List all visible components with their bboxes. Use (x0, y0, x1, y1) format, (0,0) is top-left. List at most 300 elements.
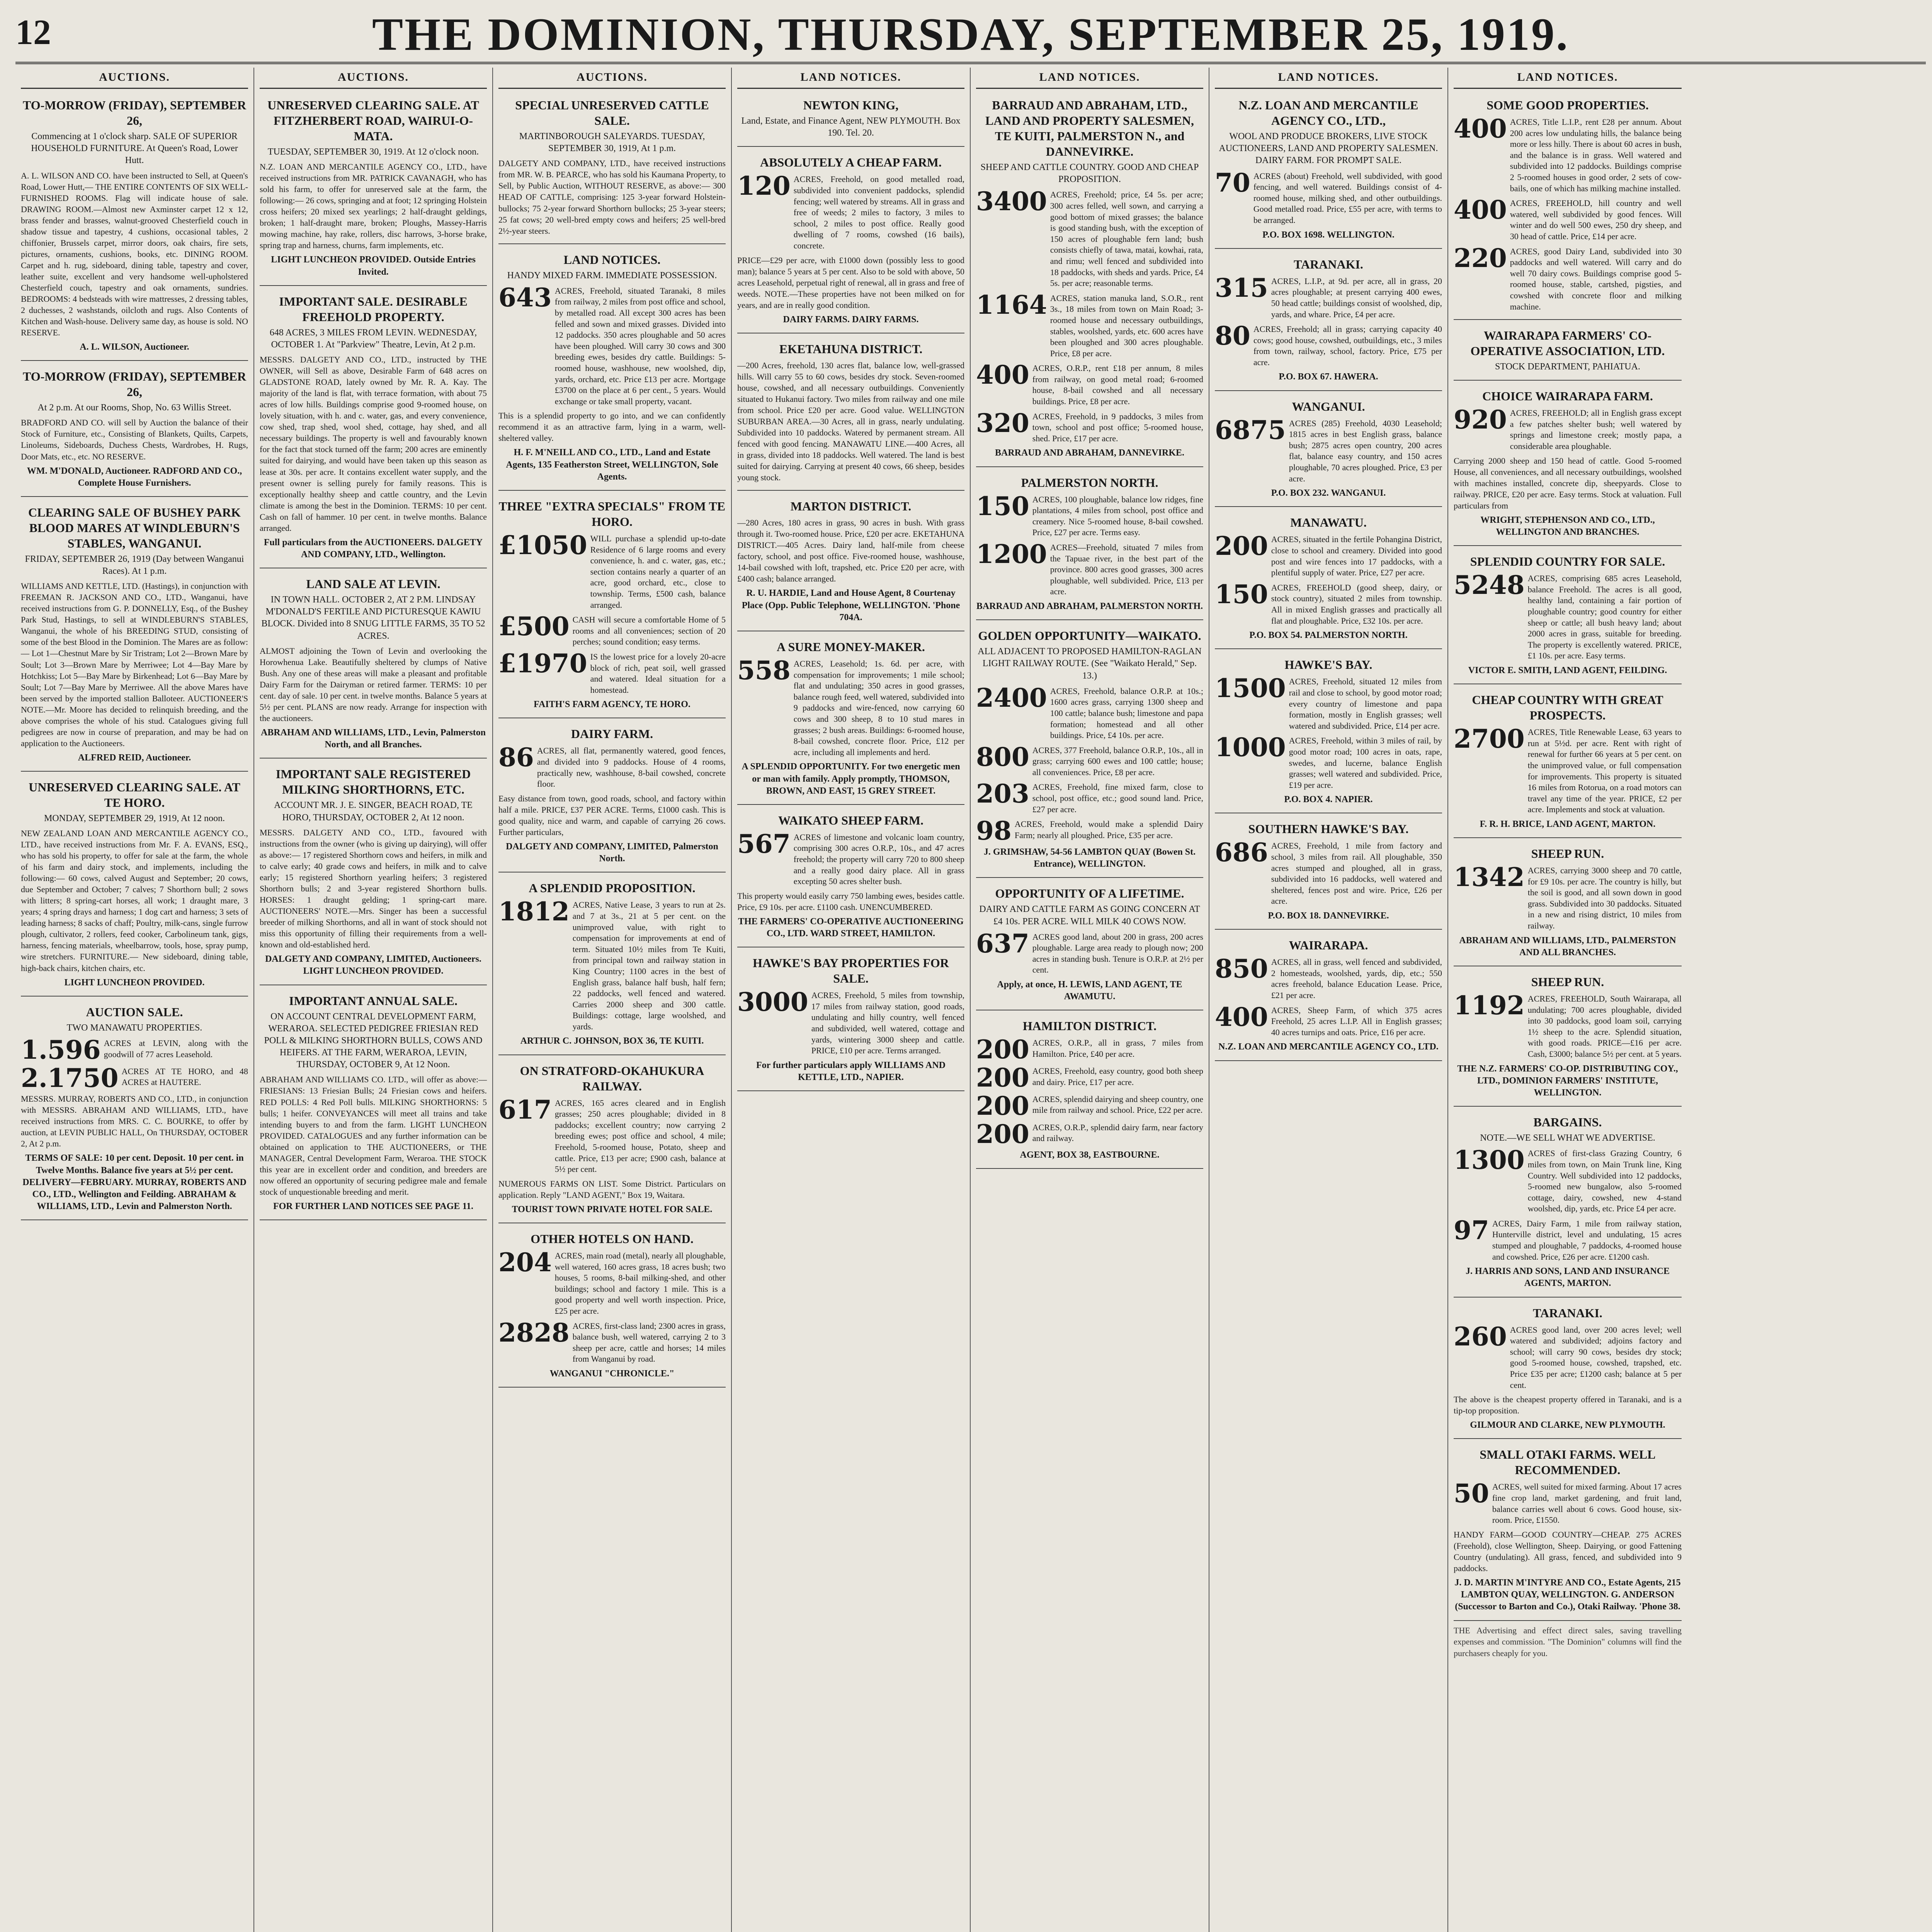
advertisement (1454, 970, 1682, 1107)
ad-body: ABRAHAM AND WILLIAMS CO. LTD., will offer as above:— FRIESIANS: 13 Friesian Bulls; 24 Friesian cows and heifers. RED POLLS: 4 Red Poll bulls. MILKING SHORTHORNS: 5 bulls; 1 heifer. CONVEYANCES will meet all trains and take intending buyers to and from the farm. LIGHT LUNCHEON PROVIDED. CATALOGUES and any further information can be obtained on application to THE AUCTIONEERS, or THE MANAGER, Central Development Farm, Weraroa. THE STOCK this year are in excellent order and condition, and breeders are now offered an opportunity of securing pedigree male and female stock of unquestionable breeding and merit. (260, 1075, 487, 1197)
ad-signature: AGENT, BOX 38, EASTBOURNE. (1020, 1150, 1160, 1160)
lot-acreage: £1970 (498, 648, 587, 679)
property-lot (976, 360, 1203, 407)
lot-acreage: 1.596 (21, 1034, 101, 1065)
ad-signature: DALGETY AND COMPANY, LIMITED, Palmerston North. (506, 841, 718, 864)
ad-signature: H. F. M'NEILL AND CO., LTD., Land and Estate Agents, 135 Featherston Street, WELLINGTON, Sole Agents. (506, 447, 718, 482)
ad-signature: ABRAHAM AND WILLIAMS, LTD., Levin, Palmerston North, and all Branches. (260, 728, 486, 750)
ad-title: HAMILTON DISTRICT. (1022, 1019, 1157, 1033)
lot-description: ACRES, L.I.P., at 9d. per acre, all in grass, 20 acres ploughable; at present carrying 400 ewes, 50 head cattle; buildings consist of woolshed, dip, yards, and whare. Price, £4 per acre. (1271, 276, 1442, 319)
lot-description: ACRES, Dairy Farm, 1 mile from railway station, Hunterville district, level and undulating, 15 acres stumped and ploughable, 7 paddocks, 4-roomed house and cowshed. Price, £26 per acre. £1200 cash. (1492, 1218, 1682, 1262)
ad-signature: Apply, at once, H. LEWIS, LAND AGENT, TE AWAMUTU. (997, 980, 1182, 1002)
ad-signature: J. HARRIS AND SONS, LAND AND INSURANCE AGENTS, MARTON. (1465, 1266, 1670, 1289)
lot-description: ACRES, Freehold, within 3 miles of rail, by good motor road; 100 acres in oats, rape, swedes, and lucerne, balance English grasses; well watered and subdivided. Price, £19 per acre. (1289, 736, 1442, 790)
advertisement (1454, 324, 1682, 381)
property-lot (737, 828, 964, 887)
property-lot (976, 1119, 1203, 1149)
property-lot (976, 186, 1203, 289)
ad-signature: P.O. BOX 18. DANNEVIRKE. (1268, 911, 1389, 921)
property-lot (1454, 195, 1682, 242)
lot-description: ACRES, Freehold; all in grass; carrying capacity 40 cows; good house, cowshed, outbuildings, etc., 3 miles from town, railway, school, factory. Price, £75 per acre. (1253, 324, 1442, 367)
lot-description: ACRES, all in grass, well fenced and subdivided, 2 homesteads, woolshed, yards, dip, etc.; 550 acres freehold, balance Education Lease. Price, £21 per acre. (1271, 957, 1442, 1000)
advertisement (976, 471, 1203, 621)
lot-description: ACRES of first-class Grazing Country, 6 miles from town, on Main Trunk line, King Country. Well subdivided into 12 paddocks, 5-roomed new bungalow, also 5-roomed cottage, dairy, cowshed, new 4-stand woolshed, dip, yards, etc. Price £4 per acre. (1527, 1148, 1682, 1214)
property-lot (976, 539, 1203, 597)
ad-signature: P.O. BOX 1698. WELLINGTON. (1262, 230, 1395, 240)
advertisement (1454, 550, 1682, 684)
ad-title: IMPORTANT ANNUAL SALE. (289, 993, 457, 1008)
advertisement (21, 365, 248, 497)
lot-acreage: 6875 (1215, 415, 1286, 445)
ad-title: SOUTHERN HAWKE'S BAY. (1248, 822, 1409, 836)
property-lot (1454, 243, 1682, 313)
property-lot (976, 779, 1203, 815)
ad-body: —280 Acres, 180 acres in grass, 90 acres in bush. With grass through it. Two-roomed house. Price, £20 per acre. EKETAHUNA DISTRICT.—405 Acres. Dairy land, half-mile from cheese factory, school, and post office. Five-roomed house, washhouse, 14-bail cowshed with loft, trapshed, etc. Price £20 per acre, with £400 cash; balance arranged. (737, 518, 964, 584)
ad-title: GOLDEN OPPORTUNITY—WAIKATO. (978, 629, 1201, 643)
lot-acreage: 400 (1215, 1002, 1268, 1032)
lot-acreage: 1000 (1215, 732, 1286, 763)
ad-signature: P.O. BOX 54. PALMERSTON NORTH. (1249, 630, 1408, 641)
ad-title: AUCTION SALE. (86, 1005, 183, 1019)
ad-title: MARTON DISTRICT. (790, 499, 912, 514)
ad-signature: FOR FURTHER LAND NOTICES SEE PAGE 11. (273, 1201, 474, 1211)
ad-title: UNRESERVED CLEARING SALE. AT FITZHERBERT ROAD, WAIRUI-O-MATA. (267, 98, 479, 143)
ad-body: MESSRS. DALGETY AND CO., LTD., instructed by THE OWNER, will Sell as above, Desirable Farm of 648 acres on GLADSTONE ROAD, lately owned by Mr. R. A. Kay. The majority of the land is flat, with terrace formation, with about 75 acres of low hills. Buildings comprise good 9-roomed house, on lovely situation, with h. and c. water, gas, and every convenience, cow shed, trap shed, wool shed, cottage, hay shed, and all necessary buildings. The property is well and favourably known for the fact that stock turned off the farm; 200 acres are eminently suited for dairying, and would have been taken up this season as lease at 30s. per acre. It contains excellent water supply, and the present owner is selling purely for family reasons. This is exceptionally healthy sheep and cattle country, and the Levin climate is among the best in the Dominion. TERMS: 10 per cent. Cash on fall of hammer. 10 per cent. in twelve months. Balance arranged. (260, 355, 487, 533)
lot-acreage: 50 (1454, 1478, 1489, 1509)
advertisement (498, 722, 726, 872)
lot-description: ACRES, Title L.I.P., rent £28 per annum. About 200 acres low undulating hills, the balance being more or less hilly. There is about 60 acres in bush, and the balance is in grass. Well watered and subdivided into 12 paddocks. Buildings comprise 2 5-roomed houses in good order, 2 sets of cow-bails, one of which has milking machine installed. (1510, 117, 1682, 193)
lot-description: ACRES, Freehold, easy country, good both sheep and dairy. Price, £17 per acre. (1032, 1066, 1203, 1087)
property-lot (737, 171, 964, 251)
newspaper-title: THE DOMINION, THURSDAY, SEPTEMBER 25, 1919. (372, 9, 1570, 60)
column-1 (15, 68, 254, 1932)
ad-signature: J. GRIMSHAW, 54-56 LAMBTON QUAY (Bowen St. Entrance), WELLINGTON. (983, 847, 1196, 869)
advertisement (498, 94, 726, 244)
ad-subtitle: MARTINBOROUGH SALEYARDS. TUESDAY, SEPTEMBER 30, 1919, At 1 p.m. (519, 131, 705, 154)
lot-acreage: 97 (1454, 1215, 1489, 1245)
advertisement (498, 495, 726, 719)
property-lot (1215, 732, 1442, 791)
property-lot (1215, 837, 1442, 907)
ad-body: This is a splendid property to go into, and we can confidently recommend it as an attractive farm, lying in a warm, well-sheltered valley. (498, 411, 726, 443)
ad-subtitle: ON ACCOUNT CENTRAL DEVELOPMENT FARM, WERAROA. SELECTED PEDIGREE FRIESIAN RED POLL & MILKING SHORTHORN BULLS, COWS AND HEIFERS. AT THE FARM, WERAROA, LEVIN, THURSDAY, OCTOBER 9, At 12 Noon. (264, 1011, 483, 1070)
ad-subtitle: ALL ADJACENT TO PROPOSED HAMILTON-RAGLAN LIGHT RAILWAY ROUTE. (See "Waikato Herald," Sep. 13.) (978, 646, 1202, 681)
ad-signature: WM. M'DONALD, Auctioneer. RADFORD AND CO., Complete House Furnishers. (27, 466, 242, 488)
ad-signature: GILMOUR AND CLARKE, NEW PLYMOUTH. (1470, 1420, 1665, 1430)
ad-title: SPLENDID COUNTRY FOR SALE. (1470, 554, 1665, 569)
lot-acreage: 1500 (1215, 673, 1286, 704)
lot-acreage: 315 (1215, 272, 1268, 303)
lot-description: ACRES, Freehold, 5 miles from township, 17 miles from railway station, good roads, undulating and hilly country, well fenced and subdivided, well watered, cottage and yards, wintering 3000 sheep and cattle. PRICE, £10 per acre. Terms arranged. (811, 990, 964, 1056)
ad-body: MESSRS. MURRAY, ROBERTS AND CO., LTD., in conjunction with MESSRS. ABRAHAM AND WILLIAMS, LTD., have received instructions from MRS. C. C. BOURKE, to offer by auction, at LEVIN PUBLIC HALL, On THURSDAY, OCTOBER 2, At 2 p.m. (21, 1094, 248, 1149)
ad-title: IMPORTANT SALE REGISTERED MILKING SHORTHORNS, ETC. (276, 767, 471, 797)
lot-acreage: 200 (976, 1034, 1029, 1065)
lot-description: ACRES, FREEHOLD (good sheep, dairy, or stock country), situated 2 miles from township. All in mixed English grasses and practically all flat and ploughable. Price, £32 10s. per acre. (1271, 582, 1442, 626)
lot-description: ACRES, good Dairy Land, subdivided into 30 paddocks and well watered. Will carry and do well 70 dairy cows. Buildings comprise good 5-roomed house, stable, cartshed, pigsties, and cowshed with concrete floor and milking machine. (1510, 246, 1682, 311)
lot-acreage: 120 (737, 171, 791, 201)
ad-title: TO-MORROW (FRIDAY), SEPTEMBER 26, (22, 369, 247, 399)
ad-subtitle: SHEEP AND CATTLE COUNTRY. GOOD AND CHEAP PROPOSITION. (980, 162, 1199, 185)
ad-title: SMALL OTAKI FARMS. WELL RECOMMENDED. (1480, 1447, 1656, 1477)
lot-description: ACRES, Title Renewable Lease, 63 years to run at 5½d. per acre. Rent with right of renewal for further 66 years at 5 per cent. on the unimproved value, or full compensation for improvements. This property is situated 16 miles from Rotorua, on a road motors can travel any time of the year. PRICE, £2 per acre. Implements and stock at valuation. (1527, 727, 1682, 815)
lot-description: ACRES, carrying 3000 sheep and 70 cattle, for £9 10s. per acre. The country is hilly, but the soil is good, and all sown down in good grass. Subdivided into 30 paddocks. Situated in a new and rising district, 10 miles from railway. (1527, 866, 1682, 931)
ad-title: UNRESERVED CLEARING SALE. AT TE HORO. (29, 780, 240, 810)
advertising-note: THE Advertising and effect direct sales, saving travelling expenses and commission. "The Dominion" columns will find the purchasers cheaply for you. (1454, 1625, 1682, 1658)
advertisement (737, 495, 964, 631)
lot-acreage: 200 (976, 1063, 1029, 1093)
property-lot (1454, 1145, 1682, 1214)
ad-title: OPPORTUNITY OF A LIFETIME. (995, 886, 1184, 901)
ad-title: N.Z. LOAN AND MERCANTILE AGENCY CO., LTD., (1238, 98, 1418, 128)
lot-acreage: 2.1750 (21, 1063, 119, 1093)
property-lot (1454, 114, 1682, 194)
ad-subtitle: Land, Estate, and Finance Agent, NEW PLYMOUTH. Box 190. Tel. 20. (741, 116, 961, 138)
lot-acreage: 3400 (976, 186, 1047, 217)
ad-signature: A SPLENDID OPPORTUNITY. For two energetic men or man with family. Apply promptly, THOMSON, BROWN, AND EAST, 15 GREY STREET. (742, 762, 960, 796)
ad-body: ALMOST adjoining the Town of Levin and overlooking the Horowhenua Lake. Beautifully sheltered by clumps of Native Bush. Any one of these areas will make a pleasant and profitable Dairy Farm for the Dairyman or retired farmer. TERMS: 10 per cent. day of sale. 10 per cent. in twelve months. Balance 5 years at 5½ per cent. PLANS are now ready. Arrange for inspection with the auctioneers. (260, 646, 487, 723)
lot-description: ACRES at LEVIN, along with the goodwill of 77 acres Leasehold. (104, 1038, 248, 1059)
advertisement (737, 635, 964, 805)
lot-acreage: 5248 (1454, 570, 1525, 600)
ad-body: WILLIAMS AND KETTLE, LTD. (Hastings), in conjunction with FREEMAN R. JACKSON AND CO., LTD., Wanganui, have received instructions from G. P. DONNELLY, Esq., of the Bushey Park Stud, Hastings, to sell at WINDLEBURN'S STABLES, Wanganui, the whole of his BREEDING STUD, consisting of some of the best Blood in the Dominion. The Mares are as follow:— Lot 1—Chestnut Mare by Sir Tristram; Lot 2—Brown Mare by Soult; Lot 3—Brown Mare by Merriwee; Lot 4—Bay Mare by Hotchkiss; Lot 5—Bay Mare by Birkenhead; Lot 6—Bay Mare by Soult; Lot 7—Bay Mare by Merriwee. All the above Mares have been served by the imported stallion Balloteer. AUCTIONEER'S NOTE.—Mr. Moore has decided to relinquish breeding, and the above comprises the whole of his stud. Catalogues giving full pedigrees are now in course of preparation, and may be had on application to the Auctioneers. (21, 581, 248, 748)
advertisement (737, 151, 964, 333)
lot-description: ACRES, FREEHOLD, hill country and well watered, well subdivided by good fences. Will winter and do well 500 ewes, 250 dry sheep, and 30 head of cattle. Price, £14 per acre. (1510, 198, 1682, 241)
ad-subtitle: TWO MANAWATU PROPERTIES. (66, 1022, 202, 1033)
ad-body: DALGETY AND COMPANY, LTD., have received instructions from MR. W. B. PEARCE, who has sold his Kaumana Property, to Sell, by Public Auction, WITHOUT RESERVE, as above:— 300 HEAD OF CATTLE, comprising: 125 3-year forward Holstein-bullocks; 75 2-year forward Shorthorn bullocks; 25 3-year steers; 25 fat cows; 20 well-bred empty cows and heifers; 25 well-bred 2½-year steers. (498, 158, 726, 236)
advertisement (498, 876, 726, 1055)
page-number: 12 (15, 12, 51, 52)
advertisement (498, 1227, 726, 1388)
advertisement (1215, 395, 1442, 507)
lot-description: ACRES, all flat, permanently watered, good fences, and divided into 9 paddocks. House of 4 rooms, practically new, washhouse, 8-bail cowshed, concrete floor. (537, 746, 726, 789)
property-lot (1454, 570, 1682, 662)
property-lot (737, 987, 964, 1056)
lot-description: ACRES (about) Freehold, well subdivided, with good fencing, and well watered. Buildings consist of 4-roomed house, milking shed, and other outbuildings. Good metalled road. Price, £55 per acre, with terms to be arranged. (1253, 171, 1442, 225)
ad-title: IMPORTANT SALE. DESIRABLE FREEHOLD PROPERTY. (279, 294, 468, 324)
lot-description: ACRES, Freehold; price, £4 5s. per acre; 300 acres felled, well sown, and carrying a good bottom of mixed grasses; the balance is good standing bush, with the exception of 150 acres of ploughable fern land; bush consists chiefly of tawa, matai, kowhai, rata, and rimu; well fenced and subdivided into 18 paddocks, with sheds and yards. Price, £4 5s. per acre; reasonable terms. (1050, 190, 1203, 288)
lot-acreage: 637 (976, 928, 1029, 959)
lot-description: CASH will secure a comfortable Home of 5 rooms and all conveniences; section of 20 perches; sound condition; easy terms. (572, 615, 726, 647)
ad-subtitle: 648 ACRES, 3 MILES FROM LEVIN. WEDNESDAY, OCTOBER 1. At "Parkview" Theatre, Levin, At 2 p.m. (269, 327, 477, 350)
column-6 (1209, 68, 1448, 1932)
advertisement (260, 572, 487, 759)
property-lot (21, 1063, 248, 1093)
ad-title: HAWKE'S BAY PROPERTIES FOR SALE. (753, 956, 949, 986)
advertisement (498, 248, 726, 491)
advertisement (260, 989, 487, 1220)
property-lot (1215, 272, 1442, 320)
ad-signature: THE N.Z. FARMERS' CO-OP. DISTRIBUTING COY., LTD., DOMINION FARMERS' INSTITUTE, WELLINGTON. (1457, 1063, 1678, 1098)
ad-body: NUMEROUS FARMS ON LIST. Some District. Particulars on application. Reply "LAND AGENT," Box 19, Waitara. (498, 1179, 726, 1200)
lot-description: ACRES, 165 acres cleared and in English grasses; 250 acres ploughable; divided in 8 paddocks; excellent country; now carrying 2 breeding ewes; post office and school, 4 mile; Freehold, 5-roomed house, Potato, sheep and cattle. Price, £13 per acre; £900 cash, balance at 5½ per cent. (554, 1098, 726, 1174)
ad-title: WAIRARAPA FARMERS' CO-OPERATIVE ASSOCIATION, LTD. (1470, 328, 1665, 358)
ad-signature: BARRAUD AND ABRAHAM, DANNEVIRKE. (995, 448, 1185, 458)
lot-acreage: 1192 (1454, 990, 1525, 1020)
property-lot (976, 1034, 1203, 1065)
property-lot (1215, 321, 1442, 368)
lot-acreage: 617 (498, 1094, 552, 1125)
lot-acreage: 558 (737, 655, 791, 685)
property-lot (976, 816, 1203, 846)
advertisement (1454, 94, 1682, 320)
ad-signature: FAITH'S FARM AGENCY, TE HORO. (534, 699, 690, 710)
ad-body: MESSRS. DALGETY AND CO., LTD., favoured with instructions from the owner (who is giving up dairying), will offer as above:— 17 registered Shorthorn cows and heifers, in milk and to calve early; 40 grade cows and heifers, in milk and to calve early; 15 registered Shorthorn yearling heifers; 3 registered Shorthorn bulls; 2 and 3-year registered Shorthorn bulls. HORSES: 1 draught gelding; 1 spring-cart mare. AUCTIONEERS' NOTE.—Mrs. Singer has been a successful breeder of milking Shorthorns, and all in want of stock should not miss this opportunity of filling their requirements from a well-known and old-established herd. (260, 827, 487, 950)
lot-description: ACRES good land, about 200 in grass, 200 acres ploughable. Large area ready to plough now; 200 acres in standing bush. Tenure is O.R.P. at 2½ per cent. (1032, 932, 1203, 975)
ad-title: CHEAP COUNTRY WITH GREAT PROSPECTS. (1472, 693, 1663, 723)
ad-title: LAND SALE AT LEVIN. (306, 577, 440, 591)
ad-signature: ARTHUR C. JOHNSON, BOX 36, TE KUITI. (520, 1036, 704, 1046)
lot-description: ACRES, Freehold, fine mixed farm, close to school, post office, etc.; good sound land. Price, £27 per acre. (1032, 782, 1203, 814)
ad-signature: P.O. BOX 4. NAPIER. (1284, 794, 1373, 805)
advertisement (260, 762, 487, 985)
lot-acreage: 150 (976, 491, 1029, 521)
property-lot (976, 491, 1203, 538)
ad-body: The above is the cheapest property offered in Taranaki, and is a tip-top proposition. (1454, 1395, 1682, 1416)
lot-description: ACRES, splendid dairying and sheep country, one mile from railway and school. Price, £22 per acre. (1032, 1094, 1203, 1115)
ad-body: NEW ZEALAND LOAN AND MERCANTILE AGENCY CO., LTD., have received instructions from Mr. F. A. EVANS, ESQ., who has sold his property, to offer for sale at the farm, the whole of his farm and dairy stock, and implements, including the following:— 60 cows, calved August and September; 20 cows, due September and October; 7 calves; 7 Shorthorn bull; 2 sows with litters; 8 spring-cart horses, all work; 1 draught mare, 3 years; 4 spring drays and harness; 1 dog cart and harness; 3 sets of leading harness; 8 sacks of chaff; Poultry, milk-cans, single furrow plough, cultivator, 2 rollers, feed cooker, Carbolineum tank, gigs, harness, fencing materials, wheelbarrow, tools, hose, spray pump, wire stretchers. FURNITURE.— New sideboard, dining table, high-back chairs, kitchen chairs, etc. (21, 828, 248, 973)
ad-title: LAND NOTICES. (563, 252, 661, 267)
column-4 (732, 68, 971, 1932)
property-lot (976, 682, 1203, 741)
ad-body: Carrying 2000 sheep and 150 head of cattle. Good 5-roomed House, all conveniences, and all necessary outbuildings, woolshed with machines installed, concrete dip, sheepyards. Close to railway. PRICE, £20 per acre. Easy terms. Stock at valuation. Full particulars from (1454, 456, 1682, 510)
lot-acreage: 400 (976, 360, 1029, 390)
property-lot (976, 742, 1203, 778)
ad-body: Easy distance from town, good roads, school, and factory within half a mile. PRICE, £37 PER ACRE. Terms, £1000 cash. This is good quality, nice and warm, and capable of carrying 26 cows. Further particulars, (498, 793, 726, 837)
ad-title: WAIKATO SHEEP FARM. (778, 813, 924, 827)
lot-description: ACRES, Freehold, 1 mile from factory and school, 3 miles from rail. All ploughable, 350 acres stumped and ploughed, all in grass, subdivided into 16 paddocks, well watered and sheltered, fences post and wire. Price, £26 per acre. (1271, 841, 1442, 906)
ad-title: CHOICE WAIRARAPA FARM. (1482, 389, 1653, 403)
advertisement (976, 882, 1203, 1010)
advertisement (1454, 1443, 1682, 1621)
property-lot (498, 896, 726, 1032)
ad-signature: DAIRY FARMS. DAIRY FARMS. (783, 314, 919, 325)
ad-subtitle: DAIRY AND CATTLE FARM AS GOING CONCERN AT £4 10s. PER ACRE. WILL MILK 40 COWS NOW. (979, 904, 1200, 927)
ad-title: SHEEP RUN. (1531, 847, 1604, 861)
column-5 (971, 68, 1209, 1932)
ad-title: DAIRY FARM. (571, 727, 653, 741)
lot-acreage: £1050 (498, 530, 587, 560)
lot-description: ACRES, Freehold, balance O.R.P. at 10s.; 1600 acres grass, carrying 1300 sheep and 100 cattle; balance bush; limestone and papa formation; homestead and all other buildings. Price, £4 10s. per acre. (1050, 686, 1203, 740)
ad-signature: A. L. WILSON, Auctioneer. (80, 342, 189, 352)
lot-description: ACRES, well suited for mixed farming. About 17 acres fine crop land, market gardening, and fruit land, balance carries well about 6 cows. Good house, six-room. Price, £1550. (1492, 1482, 1682, 1525)
ad-subtitle: Commencing at 1 o'clock sharp. SALE OF SUPERIOR HOUSEHOLD FURNITURE. At Queen's Road, Lower Hutt. (31, 131, 238, 166)
ad-subtitle: HANDY MIXED FARM. IMMEDIATE POSSESSION. (507, 270, 717, 281)
property-lot (1215, 673, 1442, 731)
lot-acreage: 2700 (1454, 724, 1525, 754)
lot-acreage: 98 (976, 816, 1012, 846)
property-lot (1215, 954, 1442, 1001)
advertisement (1215, 253, 1442, 391)
property-lot (1215, 579, 1442, 626)
ad-title: TO-MORROW (FRIDAY), SEPTEMBER 26, (22, 98, 247, 128)
lot-acreage: 1164 (976, 289, 1047, 320)
ad-signature: TOURIST TOWN PRIVATE HOTEL FOR SALE. (512, 1204, 713, 1214)
ad-title: PALMERSTON NORTH. (1021, 475, 1158, 490)
property-lot (498, 1317, 726, 1365)
ad-signature: WANGANUI "CHRONICLE." (549, 1369, 675, 1379)
property-lot (498, 648, 726, 696)
property-lot (1215, 1002, 1442, 1038)
ad-signature: ABRAHAM AND WILLIAMS, LTD., PALMERSTON AND ALL BRANCHES. (1459, 935, 1676, 957)
advertisement (21, 94, 248, 361)
property-lot (498, 611, 726, 648)
lot-description: ACRES, Freehold, on good metalled road, subdivided into convenient paddocks, splendid fencing; well watered by streams. All in grass and free of weeds; 2 miles to factory, 3 miles to school, 2 miles to post office. Really good dwelling of 7 rooms, cowshed (16 bails), concrete. (793, 174, 964, 250)
property-lot (498, 742, 726, 789)
property-lot (1454, 724, 1682, 815)
lot-description: ACRES, 100 ploughable, balance low ridges, fine plantations, 4 miles from school, post office and creamery. Nice 5-roomed house, 8-bail cowshed. Price, £27 per acre. Terms easy. (1032, 494, 1203, 537)
lot-acreage: 3000 (737, 987, 808, 1017)
ad-signature: WRIGHT, STEPHENSON AND CO., LTD., WELLINGTON AND BRANCHES. (1480, 515, 1655, 537)
advertisement (1215, 511, 1442, 649)
ad-signature: N.Z. LOAN AND MERCANTILE AGENCY CO., LTD. (1218, 1042, 1439, 1052)
property-lot (1215, 531, 1442, 578)
advertisement (498, 1059, 726, 1223)
ad-title: WANGANUI. (1292, 399, 1365, 413)
lot-acreage: 643 (498, 282, 552, 313)
ad-signature: F. R. H. BRICE, LAND AGENT, MARTON. (1480, 819, 1656, 829)
advertisement (976, 94, 1203, 467)
column-header: LAND NOTICES. (737, 68, 964, 89)
advertisement (1215, 934, 1442, 1061)
ad-subtitle: FRIDAY, SEPTEMBER 26, 1919 (Day between Wanganui Races). At 1 p.m. (25, 554, 244, 577)
lot-description: ACRES (285) Freehold, 4030 Leasehold; 1815 acres in best English grass, balance bush; 2875 acres open country, 200 acres flat, balance easy country, and 150 acres ploughable, 70 acres ploughed. Price, £3 per acre. (1289, 418, 1442, 483)
property-lot (737, 655, 964, 758)
lot-description: ACRES AT TE HORO, and 48 ACRES at HAUTERE. (121, 1066, 248, 1087)
lot-acreage: 1342 (1454, 862, 1525, 893)
newspaper-page (15, 68, 1926, 1932)
ad-subtitle: ACCOUNT MR. J. E. SINGER, BEACH ROAD, TE HORO, THURSDAY, OCTOBER 2, At 12 noon. (274, 800, 473, 823)
lot-acreage: 2400 (976, 682, 1047, 713)
ad-title: ON STRATFORD-OKAHUKURA RAILWAY. (520, 1063, 704, 1093)
column-header: AUCTIONS. (21, 68, 248, 89)
ad-title: HAWKE'S BAY. (1284, 658, 1372, 672)
lot-description: ACRES, Freehold, situated 12 miles from rail and close to school, by good motor road; every country of limestone and papa formation, mostly in English grasses; well watered and subdivided. Price, £14 per acre. (1289, 677, 1442, 731)
column-header: AUCTIONS. (498, 68, 726, 89)
column-header: LAND NOTICES. (976, 68, 1203, 89)
property-lot (1454, 1321, 1682, 1391)
lot-description: ACRES, main road (metal), nearly all ploughable, well watered, 160 acres grass, 18 acres bush; two houses, 5 rooms, 8-bail milking-shed, and other buildings; school and factory 1 mile. This is a good property and well worth inspection. Price, £25 per acre. (554, 1251, 726, 1316)
lot-description: IS the lowest price for a lovely 20-acre block of rich, peat soil, well grassed and watered. Ideal situation for a homestead. (590, 651, 726, 695)
advertisement (1215, 817, 1442, 930)
ad-title: THREE "EXTRA SPECIALS" FROM TE HORO. (498, 499, 726, 529)
lot-acreage: 80 (1215, 321, 1250, 351)
ad-title: ABSOLUTELY A CHEAP FARM. (760, 155, 942, 170)
ad-signature: Full particulars from the AUCTIONEERS. DALGETY AND COMPANY, LTD., Wellington. (264, 537, 483, 560)
property-lot (1454, 990, 1682, 1060)
advertisement (976, 1014, 1203, 1169)
ad-signature: LIGHT LUNCHEON PROVIDED. Outside Entries Invited. (271, 255, 476, 277)
lot-description: ACRES, O.R.P., all in grass, 7 miles from Hamilton. Price, £40 per acre. (1032, 1038, 1203, 1059)
ad-title: BARGAINS. (1533, 1115, 1602, 1129)
property-lot (1215, 415, 1442, 485)
ad-signature: THE FARMERS' CO-OPERATIVE AUCTIONEERING CO., LTD. WARD STREET, HAMILTON. (738, 916, 964, 939)
ad-signature: DALGETY AND COMPANY, LIMITED, Auctioneers. LIGHT LUNCHEON PROVIDED. (265, 954, 481, 976)
lot-acreage: 920 (1454, 405, 1507, 435)
advertisement (737, 951, 964, 1091)
lot-description: ACRES, Freehold, situated Taranaki, 8 miles from railway, 2 miles from post office and school, by metalled road. All except 300 acres has been felled and sown and mixed grasses. Divided into 12 paddocks. 350 acres ploughable and 50 acres have been ploughed. Will carry 30 cows and 300 breeding ewes, besides dry cattle. Buildings: 5-roomed house, washhouse, new woolshed, dip, yards, orchard, etc. Price £13 per acre. Mortgage £3700 on the place at 6 per cent., 5 years. Would exchange or take small property, vacant. (554, 286, 726, 406)
ad-title: TARANAKI. (1533, 1306, 1602, 1320)
lot-acreage: 686 (1215, 837, 1268, 868)
lot-acreage: £500 (498, 611, 570, 642)
lot-acreage: 86 (498, 742, 534, 773)
property-lot (498, 1094, 726, 1175)
ad-body: A. L. WILSON AND CO. have been instructed to Sell, at Queen's Road, Lower Hutt,— THE ENTIRE CONTENTS OF SIX WELL-FURNISHED ROOMS. Flag will indicate house of sale. DRAWING ROOM.—Almost new Axminster carpet 12 x 12, brass fender and brasses, walnut-grooved Chesterfield couch in shadow tissue and tapestry, 4 cushions, occasional tables, 2 chiffonier, Brussels carpet, mirror doors, oak chairs, fire sets, pictures, ornaments, cushions, books, etc. DINING ROOM. Carpet and h. rug, sideboard, dining table, tapestry and cover, leather suite, excellent and very handsome well-upholstered Chesterfield couch, tapestry and oak ornaments, sundries. BEDROOMS: 4 bedsteads with wire mattresses, 2 dressing tables, 2 duchesses, 2 washstands, oilcloth and rugs. Also Contents of Kitchen and Wash-house. Delivery same day, as house is sold. NO RESERVE. (21, 170, 248, 337)
lot-acreage: 800 (976, 742, 1029, 772)
advertisement (737, 94, 964, 147)
ad-title: MANAWATU. (1290, 515, 1367, 530)
property-lot (498, 1247, 726, 1317)
property-lot (976, 1090, 1203, 1121)
advertisement (1215, 653, 1442, 813)
column-header: AUCTIONS. (260, 68, 487, 89)
lot-description: ACRES, first-class land; 2300 acres in grass, balance bush, well watered, carrying 2 to 3 sheep per acre, cattle and horses; 14 miles from Wanganui by road. (572, 1321, 726, 1364)
property-lot (1454, 405, 1682, 452)
lot-acreage: 200 (1215, 531, 1268, 561)
lot-description: WILL purchase a splendid up-to-date Residence of 6 large rooms and every convenience, h. and c. water, gas, etc.; section contains nearly a quarter of an acre, good orchard, etc., close to township. Terms, £500 cash, balance arranged. (590, 533, 726, 610)
lot-acreage: 400 (1454, 195, 1507, 225)
lot-acreage: 200 (976, 1119, 1029, 1149)
advertisement (1454, 842, 1682, 966)
property-lot (976, 1063, 1203, 1093)
advertisement (260, 94, 487, 286)
lot-description: ACRES, Native Lease, 3 years to run at 2s. and 7 at 3s., 21 at 5 per cent. on the unimproved value, with right to compensation for improvements at end of term. Situated 10½ miles from Te Kuiti, from principal town and railway station in King Country; 1100 acres in the best of English grass, balance half bush, half fern; 22 paddocks, well fenced and watered. Carries 2000 sheep and 300 cattle. Buildings: cottage, large woolshed, and yards. (572, 900, 726, 1031)
ad-signature: R. U. HARDIE, Land and House Agent, 8 Courtenay Place (Opp. Public Telephone, WELLINGTON. 'Phone 704A. (742, 588, 960, 622)
lot-acreage: 70 (1215, 167, 1250, 198)
advertisement (1454, 384, 1682, 546)
advertisement (1454, 1111, 1682, 1298)
ad-title: A SURE MONEY-MAKER. (777, 639, 925, 654)
advertisement (737, 337, 964, 491)
lot-description: ACRES, station manuka land, S.O.R., rent 3s., 18 miles from town on Main Road; 3-roomed house and necessary outbuildings, stables, woolshed, yards, etc. 600 acres have been ploughed and 300 acres ploughable. Price, £8 per acre. (1050, 293, 1203, 358)
lot-description: ACRES, Leasehold; 1s. 6d. per acre, with compensation for improvements; 1 mile school; flat and undulating; 350 acres in good grasses, balance rough feed, well watered, subdivided into 9 paddocks and wire-fenced, now carrying 60 cows and 300 sheep, 8 to 10 stud mares in grasses; 2 bush areas. Buildings: 6-roomed house, 8-bail cowshed, concrete floor. Price, £12 per acre, including all implements and herd. (793, 658, 964, 757)
lot-description: ACRES, Freehold, in 9 paddocks, 3 miles from town, school and post office; 5-roomed house, shed. Price, £17 per acre. (1032, 411, 1203, 443)
lot-description: ACRES, situated in the fertile Pohangina District, close to school and creamery. Divided into good post and wire fences into 17 paddocks, with a plentiful supply of water. Price, £27 per acre. (1271, 534, 1442, 578)
ad-title: EKETAHUNA DISTRICT. (779, 342, 923, 356)
ad-title: TARANAKI. (1294, 257, 1363, 271)
lot-acreage: 1200 (976, 539, 1047, 569)
column-3 (493, 68, 732, 1932)
property-lot (1215, 167, 1442, 226)
advertisement (737, 809, 964, 947)
advertisement (1454, 1301, 1682, 1439)
advertisement (21, 1000, 248, 1221)
property-lot (498, 282, 726, 407)
advertisement (1454, 688, 1682, 838)
ad-body: N.Z. LOAN AND MERCANTILE AGENCY CO., LTD., have received instructions from MR. PATRICK CAVANAGH, who has sold his farm, to offer for unreserved sale at the farm, the following:— 26 cows, springing and at foot; 12 springing Holstein cross heifers; 20 mixed sex yearlings; 2 half-draught geldings, broken; 1 half-draught mare, broken; Ploughs, Massey-Harris mowing machine, hay rake, rollers, disc harrows, 3-horse brake, spring trap and harness, churns, farm implements, etc. (260, 162, 487, 250)
ad-subtitle: NOTE.—WE SELL WHAT WE ADVERTISE. (1480, 1133, 1655, 1143)
ad-signature: For further particulars apply WILLIAMS AND KETTLE, LTD., NAPIER. (756, 1060, 946, 1083)
ad-title: OTHER HOTELS ON HAND. (531, 1232, 694, 1246)
advertisement (976, 624, 1203, 878)
lot-description: ACRES, 377 Freehold, balance O.R.P., 10s., all in grass; carrying 600 ewes and 100 cattle; house; all conveniences. Price, £8 per acre. (1032, 745, 1203, 777)
lot-acreage: 1300 (1454, 1145, 1525, 1175)
ad-signature: TERMS OF SALE: 10 per cent. Deposit. 10 per cent. in Twelve Months. Balance five years at 5½ per cent. DELIVERY—FEBRUARY. MURRAY, ROBERTS AND CO., LTD., Wellington and Feilding. ABRAHAM & WILLIAMS, LTD., Levin and Palmerston North. (22, 1153, 247, 1212)
advertisement (21, 776, 248, 997)
ad-signature: J. D. MARTIN M'INTYRE AND CO., Estate Agents, 215 LAMBTON QUAY, WELLINGTON. G. ANDERSON (Successor to Barton and Co.), Otaki Railway. 'Phone 38. (1454, 1577, 1681, 1612)
advertisement (21, 501, 248, 772)
ad-body: This property would easily carry 750 lambing ewes, besides cattle. Price, £9 10s. per acre. £1100 cash. UNENCUMBERED. (737, 891, 964, 912)
lot-acreage: 1812 (498, 896, 570, 927)
ad-title: A SPLENDID PROPOSITION. (529, 881, 696, 895)
ad-body: BRADFORD AND CO. will sell by Auction the balance of their Stock of Furniture, etc., Consisting of Blankets, Quilts, Carpets, Linoleums, Sideboards, Duchess Chests, Wardrobes, H. Rugs, Door Mats, etc., etc. NO RESERVE. (21, 418, 248, 461)
advertisement (1215, 94, 1442, 249)
ad-title: CLEARING SALE OF BUSHEY PARK BLOOD MARES AT WINDLEBURN'S STABLES, WANGANUI. (28, 505, 241, 550)
property-lot (976, 928, 1203, 976)
lot-description: ACRES, comprising 685 acres Leasehold, balance Freehold. The acres is all good, healthy land, containing a fair portion of ploughable country; good country for either sheep or cattle; all bush heavy land; about 2000 acres in grass, suitable for breeding. The property is excellently watered. PRICE, £1 10s. per acre. Easy terms. (1527, 573, 1682, 661)
ad-title: NEWTON KING, (803, 98, 899, 112)
column-header: LAND NOTICES. (1215, 68, 1442, 89)
ad-title: SPECIAL UNRESERVED CATTLE SALE. (515, 98, 709, 128)
